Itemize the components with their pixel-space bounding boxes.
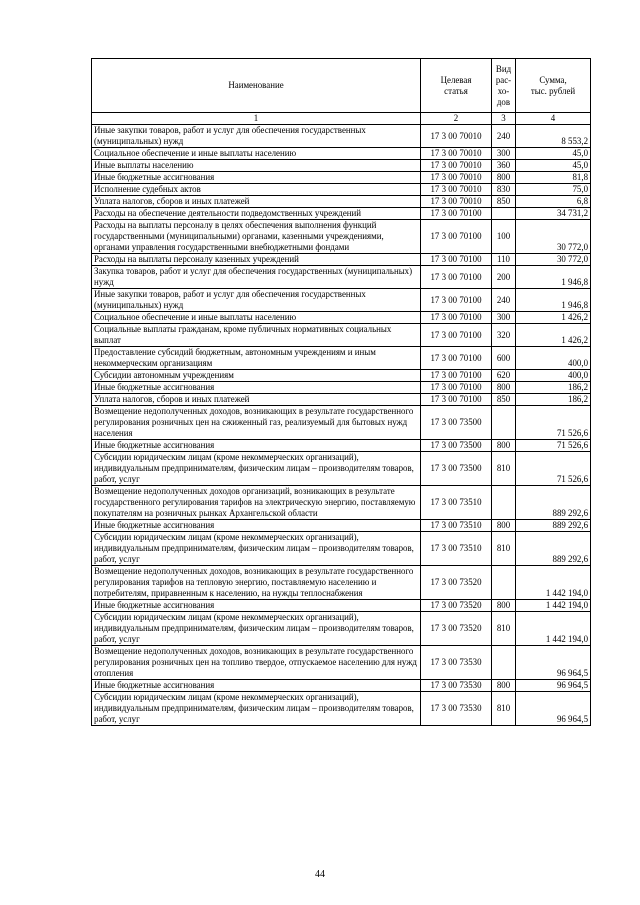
cell-sum: 186,2 <box>516 394 591 406</box>
cell-sum: 1 946,8 <box>516 266 591 289</box>
cell-kind: 800 <box>492 600 516 612</box>
table-row <box>92 532 591 566</box>
cell-sum: 45,0 <box>516 148 591 160</box>
col-number: 1 <box>92 113 421 125</box>
cell-kind: 620 <box>492 370 516 382</box>
cell-code: 17 3 00 70100 <box>421 266 492 289</box>
cell-code: 17 3 00 73510 <box>421 532 492 566</box>
cell-name: Исполнение судебных актов <box>92 184 421 196</box>
table-row <box>92 692 591 726</box>
header-kind <box>492 59 516 113</box>
cell-sum: 186,2 <box>516 382 591 394</box>
cell-kind: 110 <box>492 254 516 266</box>
cell-name: Возмещение недополученных доходов, возникающих в результате государственного регулирования тарифов на тепловую энергию, поставляемую населению и потребителям, приравненным к населению, на нужды теплоснабжения <box>92 566 421 600</box>
cell-kind: 200 <box>492 266 516 289</box>
header-code <box>421 59 492 113</box>
cell-code: 17 3 00 73530 <box>421 692 492 726</box>
cell-code: 17 3 00 70100 <box>421 370 492 382</box>
cell-name: Иные бюджетные ассигнования <box>92 440 421 452</box>
cell-name: Социальное обеспечение и иные выплаты населению <box>92 312 421 324</box>
cell-name: Возмещение недополученных доходов, возникающих в результате государственного регулирования розничных цен на сжиженный газ, реализуемый для бытовых нужд населения <box>92 406 421 440</box>
cell-name: Возмещение недополученных доходов организаций, возникающих в результате государственного регулирования тарифов на электрическую энергию, поставляемую покупателям на розничных рынках Архангельской области <box>92 486 421 520</box>
column-numbers-row <box>92 113 591 125</box>
cell-sum: 96 964,5 <box>516 680 591 692</box>
cell-sum: 1 946,8 <box>516 289 591 312</box>
cell-sum: 1 426,2 <box>516 312 591 324</box>
cell-sum: 1 442 194,0 <box>516 612 591 646</box>
cell-kind: 360 <box>492 160 516 172</box>
cell-kind: 800 <box>492 382 516 394</box>
table-row <box>92 347 591 370</box>
cell-kind: 850 <box>492 196 516 208</box>
cell-sum: 889 292,6 <box>516 486 591 520</box>
cell-name: Социальные выплаты гражданам, кроме публичных нормативных социальных выплат <box>92 324 421 347</box>
cell-kind: 320 <box>492 324 516 347</box>
table-row <box>92 172 591 184</box>
cell-kind <box>492 208 516 220</box>
cell-name: Расходы на выплаты персоналу в целях обеспечения выполнения функций государственными (муниципальными) органами, казенными учреждениями, органами управления государственными внебюджетными фондами <box>92 220 421 254</box>
cell-kind: 240 <box>492 125 516 148</box>
cell-name: Иные выплаты населению <box>92 160 421 172</box>
table-row <box>92 382 591 394</box>
cell-sum: 30 772,0 <box>516 254 591 266</box>
cell-name: Иные бюджетные ассигнования <box>92 520 421 532</box>
cell-code: 17 3 00 73520 <box>421 612 492 646</box>
cell-name: Закупка товаров, работ и услуг для обеспечения государственных (муниципальных) нужд <box>92 266 421 289</box>
cell-sum: 71 526,6 <box>516 440 591 452</box>
cell-sum: 400,0 <box>516 347 591 370</box>
cell-name: Иные бюджетные ассигнования <box>92 382 421 394</box>
cell-sum: 96 964,5 <box>516 646 591 680</box>
cell-name: Расходы на обеспечение деятельности подведомственных учреждений <box>92 208 421 220</box>
cell-code: 17 3 00 70100 <box>421 208 492 220</box>
cell-code: 17 3 00 70100 <box>421 312 492 324</box>
cell-kind: 300 <box>492 312 516 324</box>
table-row <box>92 148 591 160</box>
cell-kind <box>492 566 516 600</box>
cell-name: Субсидии автономным учреждениям <box>92 370 421 382</box>
table-row <box>92 125 591 148</box>
cell-code: 17 3 00 73520 <box>421 566 492 600</box>
cell-kind: 810 <box>492 532 516 566</box>
table-row <box>92 254 591 266</box>
cell-kind: 800 <box>492 172 516 184</box>
table-row <box>92 394 591 406</box>
cell-code: 17 3 00 70010 <box>421 160 492 172</box>
cell-sum: 45,0 <box>516 160 591 172</box>
col-number: 3 <box>492 113 516 125</box>
cell-code: 17 3 00 73520 <box>421 600 492 612</box>
cell-code: 17 3 00 73530 <box>421 680 492 692</box>
table-row <box>92 520 591 532</box>
cell-code: 17 3 00 70100 <box>421 324 492 347</box>
cell-sum: 96 964,5 <box>516 692 591 726</box>
col-number: 2 <box>421 113 492 125</box>
cell-kind: 240 <box>492 289 516 312</box>
cell-code: 17 3 00 70100 <box>421 347 492 370</box>
cell-sum: 400,0 <box>516 370 591 382</box>
cell-sum: 75,0 <box>516 184 591 196</box>
cell-name: Социальное обеспечение и иные выплаты населению <box>92 148 421 160</box>
cell-code: 17 3 00 70010 <box>421 125 492 148</box>
header-name: Наименование <box>92 59 421 113</box>
table-body <box>92 125 591 726</box>
cell-sum: 34 731,2 <box>516 208 591 220</box>
cell-kind: 800 <box>492 440 516 452</box>
budget-table <box>91 58 591 726</box>
table-row <box>92 160 591 172</box>
cell-kind: 850 <box>492 394 516 406</box>
cell-kind: 600 <box>492 347 516 370</box>
cell-code: 17 3 00 73500 <box>421 440 492 452</box>
cell-name: Возмещение недополученных доходов, возникающих в результате государственного регулирования розничных цен на топливо твердое, отпускаемое населению для нужд отопления <box>92 646 421 680</box>
cell-sum: 1 442 194,0 <box>516 566 591 600</box>
cell-name: Уплата налогов, сборов и иных платежей <box>92 394 421 406</box>
cell-kind: 810 <box>492 692 516 726</box>
header-sum-text: Сумма, тыс. рублей <box>530 74 576 96</box>
table-row <box>92 452 591 486</box>
cell-code: 17 3 00 70100 <box>421 220 492 254</box>
cell-kind: 800 <box>492 680 516 692</box>
cell-code: 17 3 00 73530 <box>421 646 492 680</box>
cell-name: Иные закупки товаров, работ и услуг для обеспечения государственных (муниципальных) нужд <box>92 289 421 312</box>
header-sum <box>516 59 591 113</box>
table-row <box>92 406 591 440</box>
header-code-text: Целевая статья <box>440 74 472 96</box>
cell-code: 17 3 00 70100 <box>421 254 492 266</box>
table-row <box>92 208 591 220</box>
cell-sum: 889 292,6 <box>516 532 591 566</box>
cell-sum: 889 292,6 <box>516 520 591 532</box>
cell-kind <box>492 486 516 520</box>
table-row <box>92 220 591 254</box>
header-kind-text: Вид рас- хо- дов <box>495 63 512 107</box>
cell-code: 17 3 00 70010 <box>421 196 492 208</box>
table-row <box>92 184 591 196</box>
cell-sum: 8 553,2 <box>516 125 591 148</box>
table-row <box>92 266 591 289</box>
cell-sum: 81,8 <box>516 172 591 184</box>
page-number: 44 <box>315 869 325 880</box>
cell-code: 17 3 00 70100 <box>421 289 492 312</box>
cell-name: Уплата налогов, сборов и иных платежей <box>92 196 421 208</box>
table-row <box>92 324 591 347</box>
cell-sum: 30 772,0 <box>516 220 591 254</box>
cell-kind: 300 <box>492 148 516 160</box>
table-row <box>92 312 591 324</box>
cell-code: 17 3 00 73510 <box>421 486 492 520</box>
table-row <box>92 680 591 692</box>
cell-code: 17 3 00 70010 <box>421 148 492 160</box>
table-row <box>92 646 591 680</box>
cell-kind: 810 <box>492 612 516 646</box>
cell-name: Расходы на выплаты персоналу казенных учреждений <box>92 254 421 266</box>
cell-name: Иные бюджетные ассигнования <box>92 600 421 612</box>
cell-code: 17 3 00 70010 <box>421 184 492 196</box>
cell-kind: 100 <box>492 220 516 254</box>
cell-sum: 71 526,6 <box>516 406 591 440</box>
table-row <box>92 440 591 452</box>
table-row <box>92 600 591 612</box>
table-row <box>92 486 591 520</box>
cell-kind: 810 <box>492 452 516 486</box>
cell-name: Предоставление субсидий бюджетным, автономным учреждениям и иным некоммерческим организациям <box>92 347 421 370</box>
table-row <box>92 612 591 646</box>
cell-code: 17 3 00 70010 <box>421 172 492 184</box>
cell-code: 17 3 00 70100 <box>421 382 492 394</box>
table-header-row <box>92 59 591 113</box>
cell-sum: 1 426,2 <box>516 324 591 347</box>
cell-code: 17 3 00 70100 <box>421 394 492 406</box>
cell-kind <box>492 646 516 680</box>
table-row <box>92 289 591 312</box>
cell-sum: 6,8 <box>516 196 591 208</box>
table-row <box>92 370 591 382</box>
cell-kind: 830 <box>492 184 516 196</box>
cell-name: Иные бюджетные ассигнования <box>92 680 421 692</box>
cell-code: 17 3 00 73500 <box>421 452 492 486</box>
cell-kind: 800 <box>492 520 516 532</box>
cell-name: Иные закупки товаров, работ и услуг для обеспечения государственных (муниципальных) нужд <box>92 125 421 148</box>
cell-name: Иные бюджетные ассигнования <box>92 172 421 184</box>
col-number: 4 <box>516 113 591 125</box>
cell-name: Субсидии юридическим лицам (кроме некоммерческих организаций), индивидуальным предпринимателям, физическим лицам – производителям товаров, работ, услуг <box>92 452 421 486</box>
cell-sum: 1 442 194,0 <box>516 600 591 612</box>
cell-name: Субсидии юридическим лицам (кроме некоммерческих организаций), индивидуальным предпринимателям, физическим лицам – производителям товаров, работ, услуг <box>92 532 421 566</box>
table-row <box>92 566 591 600</box>
table-row <box>92 196 591 208</box>
cell-name: Субсидии юридическим лицам (кроме некоммерческих организаций), индивидуальным предпринимателям, физическим лицам – производителям товаров, работ, услуг <box>92 612 421 646</box>
cell-code: 17 3 00 73500 <box>421 406 492 440</box>
cell-sum: 71 526,6 <box>516 452 591 486</box>
cell-kind <box>492 406 516 440</box>
cell-name: Субсидии юридическим лицам (кроме некоммерческих организаций), индивидуальным предпринимателям, физическим лицам – производителям товаров, работ, услуг <box>92 692 421 726</box>
cell-code: 17 3 00 73510 <box>421 520 492 532</box>
